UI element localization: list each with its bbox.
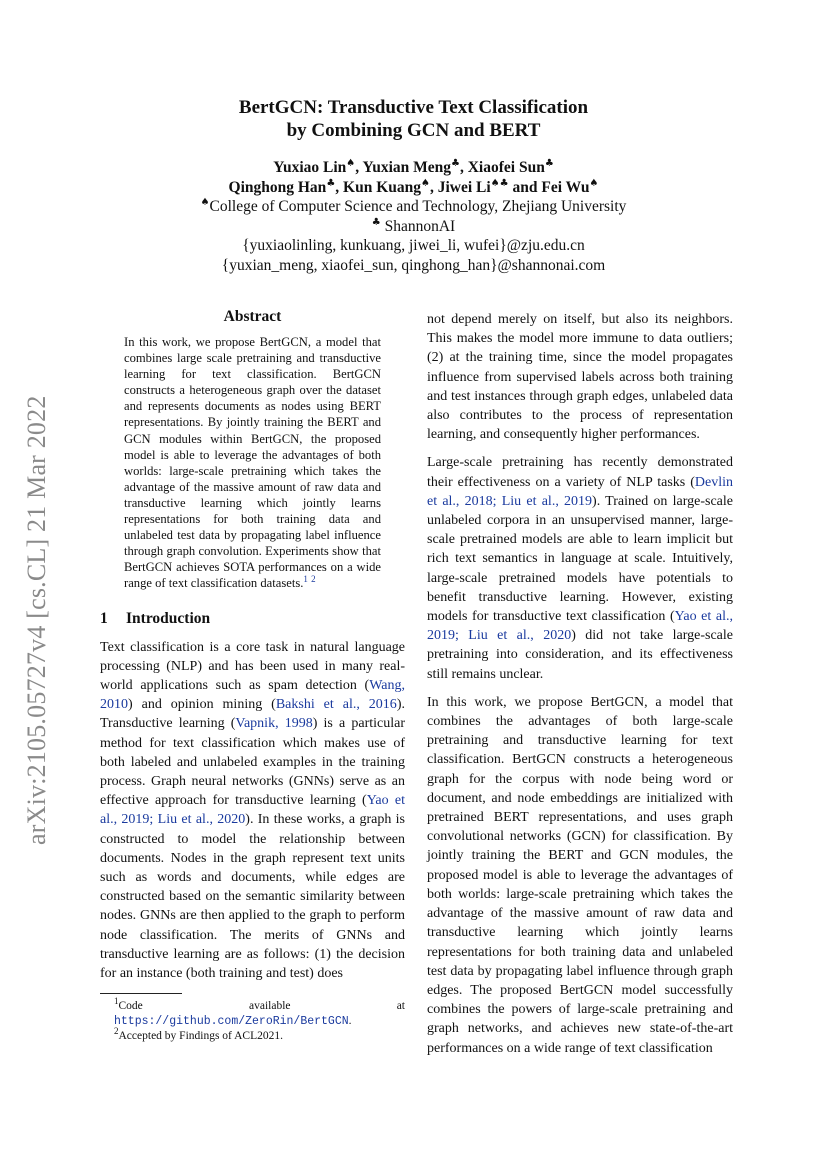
intro-paragraph-1 [100,638,405,984]
author-name: Yuxiao Lin [273,159,347,176]
footnote-1 [100,996,405,1029]
affiliation-text: College of Computer Science and Technology, Zhejiang University [209,198,627,215]
email-line-2: {yuxian_meng, xiaofei_sun, qinghong_han}@shannonai.com [221,256,606,274]
author-name: Yuxian Meng [362,159,452,176]
affiliation-mark: ♠ [421,177,430,189]
citation-link[interactable]: Wang, 2010 [100,677,405,713]
text-run: ). Transductive learning ( [100,697,405,732]
affiliation-text: ShannonAI [384,217,456,235]
affiliation-2 [0,217,827,237]
footnote-text: Accepted by Findings of ACL2021. [118,1030,283,1043]
text-run: ) and opinion mining ( [128,697,276,713]
title-line-1: BertGCN: Transductive Text Classification [238,97,589,118]
affiliation-mark: ♠ [589,177,599,189]
author-name: Kun Kuang [343,178,422,196]
footnote-text: . [348,1015,352,1028]
author-name: Xiaofei Sun [467,159,545,176]
author-name: Qinghong Han [228,178,327,196]
intro-paragraph-1-cont: not depend merely on itself, but also its neighbors. This makes the model more immune to data outliers; (2) at the training time, since the model propagates influence from supervised labels across both training and test instances through graph edges, unlabeled data also contributes to the process of representation learning, and consequently higher performances. [427,312,733,443]
citation-link[interactable]: Yao et al., 2019; Liu et al., 2020 [100,793,405,828]
email-line-1: {yuxiaolinling, kunkuang, jiwei_li, wufei}@zju.edu.cn [242,237,585,254]
footnote-mark: 1 [114,996,119,1007]
title-line-2: by Combining GCN and BERT [286,120,541,141]
intro-paragraph-3: In this work, we propose BertGCN, a model that combines the advantages of both large-scale pretraining and transductive learning for text classification. BertGCN constructs a heterogeneous graph for the corpus with node being word or document, and node embeddings are initialized with pretrained BERT representations, and uses graph convolutional networks (GCN) for classification. By jointly training the BERT and GCN modules, the proposed model is able to leverage the advantages of both worlds: large-scale pretraining which takes the advantage of the massive amount of raw data and transductive learning which jointly learns representations for both training data and unlabeled test data by propagating label influence through graph edges. The proposed BertGCN model successfully combines the powers of large-scale pretraining and graph networks, and achieves new state-of-the-art performances on a wide range of text classification [427,694,733,1056]
footnote-mark: 2 [114,1026,119,1037]
text-run: ). In these works, a graph is constructed to model the relationship between documents. Nodes in the graph represent text units such as words and documents, while edges are constructed based on the semantic similarity between nodes. GNNs are then applied to the graph to perform node classification. The merits of GNNs and transductive learning are as follows: (1) the decision for an instance (both training and test) does [100,812,405,981]
footnote-link[interactable]: 1 [303,574,308,585]
citation-link[interactable]: Devlin et al., 2018; Liu et al., 2019 [427,474,733,509]
affiliation-mark: ♠ [346,157,356,169]
right-column [427,310,733,1058]
intro-paragraph-2 [427,453,733,683]
arxiv-stamp: arXiv:2105.05727v4 [cs.CL] 21 Mar 2022 [22,395,51,845]
affiliation-mark: ♣ [371,216,381,228]
paper-title [0,96,827,142]
text-run: Large-scale pretraining has recently demonstrated their effectiveness on a variety of NLP tasks ( [427,455,733,490]
author-name: Jiwei Li [437,178,491,196]
footnote-divider [100,993,182,994]
affiliation-mark: ♣ [544,157,554,169]
text-run: Text classification is a core task in natural language processing (NLP) and has been used in many real-world applications such as spam detection ( [100,639,405,693]
citation-link[interactable]: Bakshi et al., 2016 [275,697,397,713]
section-number: 1 [100,609,108,627]
section-title: Introduction [126,609,211,627]
abstract-body: In this work, we propose BertGCN, a model that combines large scale pretraining and transductive learning for text classification. BertGCN constructs a heterogeneous graph over the dataset and represents documents as nodes using BERT representations. By jointly training the BERT and GCN modules within BertGCN, the proposed model is able to leverage the advantages of both worlds: large-scale pretraining which takes the advantage of the massive amount of raw data and transductive learning which jointly learns representations for both training data and unlabeled test data by propagating label influence through graph convolution. Experiments show that BertGCN achieves SOTA performances on a wide range of text classification datasets. [124,335,381,591]
citation-link[interactable]: Yao et al., 2019; Liu et al., 2020 [427,609,733,644]
affiliation-mark: ♣ [326,177,336,189]
text-run: ) is a particular method for text classification which makes use of both labeled and unlabeled examples in the training process. Graph neural networks (GNNs) serve as an effective approach for transductive learning ( [100,716,405,809]
citation-link[interactable]: Vapnik, 1998 [235,716,313,732]
affiliation-1 [0,197,827,217]
author-block [0,158,827,275]
github-link[interactable]: https://github.com/ZeroRin/BertGCN [114,1015,349,1029]
affiliation-mark: ♣ [451,157,460,169]
author-line-2: Qinghong Han♣, Kun Kuang♠, Jiwei Li♠♣ and Fei Wu♠ [228,177,599,196]
text-run: ) did not take large-scale pretraining into consideration, and its effectiveness still remains unclear. [427,628,733,682]
footnote-2 [100,1026,405,1044]
author-line-1: Yuxiao Lin♠, Yuxian Meng♣, Xiaofei Sun♣ [273,157,554,176]
left-column [100,308,405,1044]
author-conjunction: and [512,178,538,196]
section-heading [100,610,405,628]
abstract-heading: Abstract [223,308,282,325]
author-name: Fei Wu [541,178,590,196]
footnote-link[interactable]: 2 [311,574,316,585]
abstract-text [124,334,381,592]
affiliation-mark: ♠ [200,196,210,208]
text-run: ). Trained on large-scale unlabeled corpora in an unsupervised manner, large-scale pretrained models are able to learn implicit but rich text semantics in language at scale. Intuitively, large-scale pretrained models have potentials to benefit transductive learning. However, existing models for transductive text classification ( [427,493,733,625]
footnote-text: Code available at [118,1000,405,1013]
affiliation-mark: ♠♣ [490,177,509,189]
